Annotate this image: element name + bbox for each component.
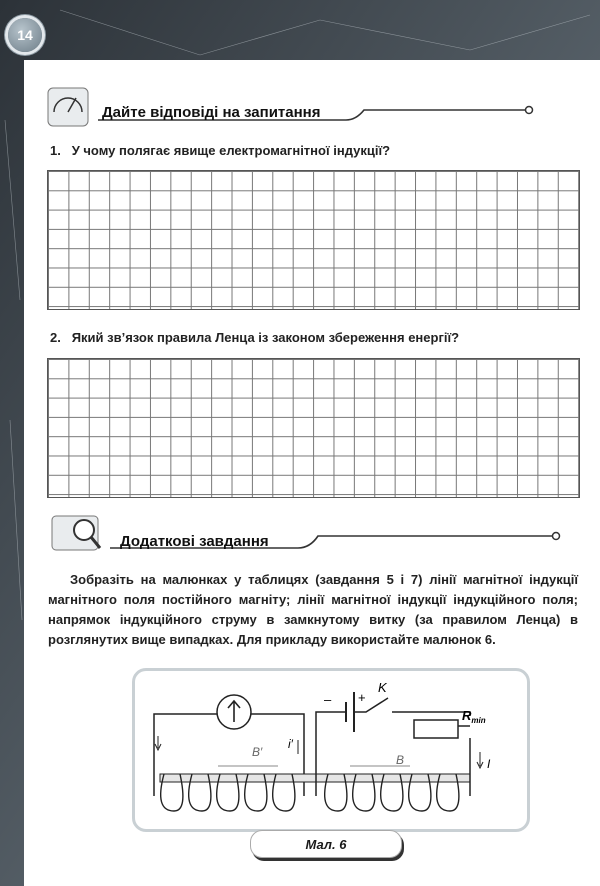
task-paragraph: Зобразіть на малюнках у таблицях (завдання 5 і 7) лінії магнітної індукції магнітного поля постійного магніту; лінії магнітної індукції індукційного поля; напрямок індукційного струму в замкнутому витку (за правилом Ленца) в розглянутих вище випадках. Для прикладу використайте малюнок 6. bbox=[48, 572, 578, 647]
figure-circuit bbox=[140, 676, 520, 821]
question-1-number: 1. bbox=[50, 143, 61, 158]
label-resistor: $R_{min}$ bbox=[462, 708, 486, 725]
section1-title: Дайте відповіді на запитання bbox=[102, 104, 321, 121]
question-2-number: 2. bbox=[50, 330, 61, 345]
answer-grid-1[interactable] bbox=[47, 170, 580, 310]
label-field: B bbox=[396, 753, 405, 767]
question-2-text: Який зв’язок правила Ленца із законом збереження енергії? bbox=[71, 330, 460, 345]
question-1-text: У чому полягає явище електромагнітної індукції? bbox=[71, 143, 391, 158]
figure-caption: Мал. 6 bbox=[250, 830, 402, 858]
question-1 bbox=[50, 143, 390, 158]
label-current: I bbox=[487, 757, 491, 771]
label-plus: + bbox=[358, 690, 366, 705]
section2-title: Додаткові завдання bbox=[120, 533, 269, 550]
label-minus: – bbox=[324, 692, 332, 707]
label-switch: K bbox=[378, 680, 387, 695]
label-induced-field: B′ bbox=[252, 745, 263, 759]
answer-grid-2[interactable] bbox=[47, 358, 580, 498]
page-number: 14 bbox=[8, 18, 42, 52]
label-induced-current: i′ bbox=[288, 737, 293, 751]
question-2 bbox=[50, 330, 459, 345]
resistor-icon bbox=[414, 720, 458, 738]
